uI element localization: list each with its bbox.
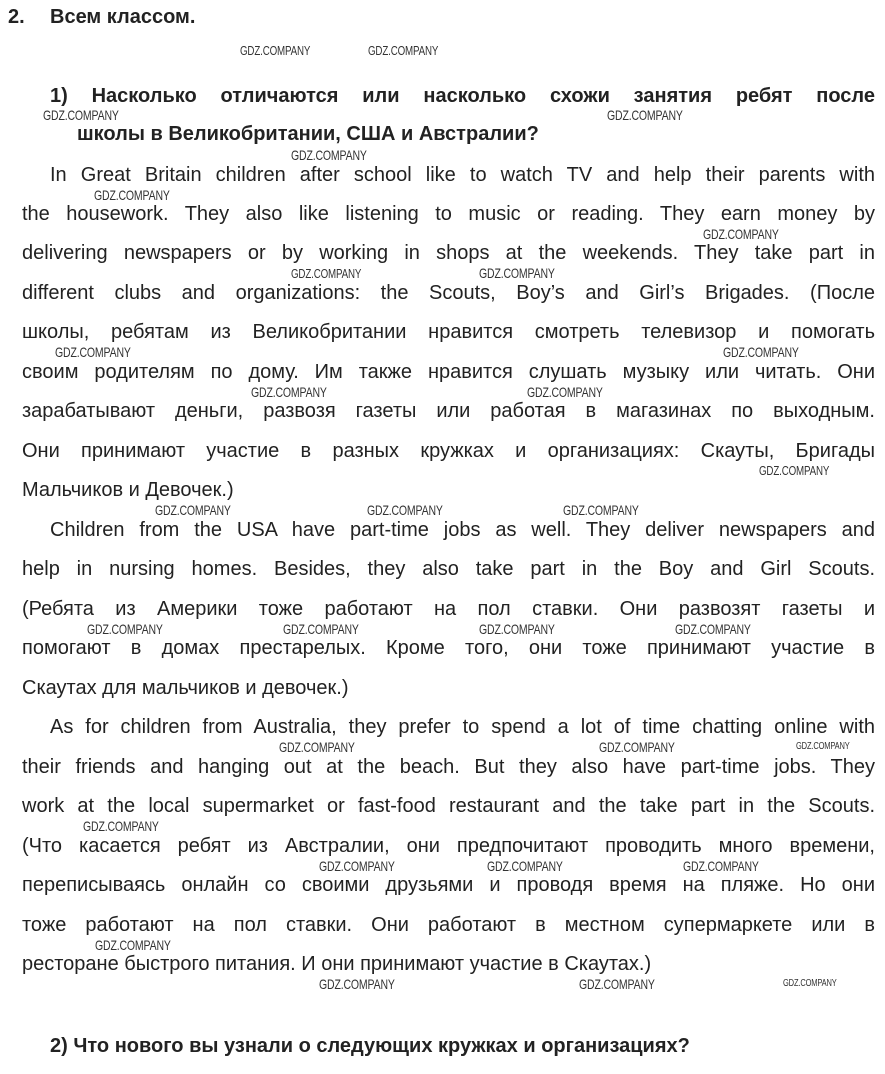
text-line: ресторане быстрого питания. И они принимают участие в Скаутах.)	[22, 953, 652, 975]
text-line: (Ребята из Америки тоже работают на пол ставки. Они развозят газеты и	[22, 598, 875, 620]
text-line: школы, ребятам из Великобритании нравится смотреть телевизор и помогать	[22, 321, 875, 343]
watermark: GDZ.COMPANY	[579, 976, 655, 992]
text-line: In Great Britain children after school like to watch TV and help their parents with	[50, 164, 875, 186]
watermark: GDZ.COMPANY	[479, 265, 555, 281]
watermark: GDZ.COMPANY	[95, 937, 171, 953]
question-1-line-2: школы в Великобритании, США и Австралии?	[77, 123, 539, 145]
watermark: GDZ.COMPANY	[55, 344, 131, 360]
text-line: Мальчиков и Девочек.)	[22, 479, 234, 501]
watermark: GDZ.COMPANY	[368, 43, 439, 58]
watermark: GDZ.COMPANY	[279, 739, 355, 755]
watermark: GDZ.COMPANY	[240, 43, 311, 58]
watermark: GDZ.COMPANY	[563, 502, 639, 518]
watermark: GDZ.COMPANY	[283, 621, 359, 637]
question-1-line-1: 1) Насколько отличаются или насколько схожи занятия ребят после	[50, 85, 875, 107]
text-line: As for children from Australia, they prefer to spend a lot of time chatting online with	[50, 716, 875, 738]
watermark: GDZ.COMPANY	[155, 502, 231, 518]
text-line: Скаутах для мальчиков и девочек.)	[22, 677, 349, 699]
text-line: Они принимают участие в разных кружках и организациях: Скауты, Бригады	[22, 440, 875, 462]
watermark: GDZ.COMPANY	[479, 621, 555, 637]
text-line: своим родителям по дому. Им также нравится слушать музыку или читать. Они	[22, 361, 875, 383]
text-line: the housework. They also like listening to music or reading. They earn money by	[22, 203, 875, 225]
watermark: GDZ.COMPANY	[599, 739, 675, 755]
section-number: 2.	[8, 6, 25, 28]
watermark: GDZ.COMPANY	[723, 344, 799, 360]
text-line: work at the local supermarket or fast-food restaurant and the take part in the Scouts.	[22, 795, 875, 817]
text-line: тоже работают на пол ставки. Они работают в местном супермаркете или в	[22, 914, 875, 936]
text-line: зарабатывают деньги, развозя газеты или работая в магазинах по выходным.	[22, 400, 875, 422]
text-line: Children from the USA have part-time jobs as well. They deliver newspapers and	[50, 519, 875, 541]
watermark: GDZ.COMPANY	[783, 978, 837, 989]
watermark: GDZ.COMPANY	[291, 147, 367, 163]
text-line: different clubs and organizations: the Scouts, Boy’s and Girl’s Brigades. (После	[22, 282, 875, 304]
watermark: GDZ.COMPANY	[683, 858, 759, 874]
text-line: help in nursing homes. Besides, they also take part in the Boy and Girl Scouts.	[22, 558, 875, 580]
watermark: GDZ.COMPANY	[703, 226, 779, 242]
watermark: GDZ.COMPANY	[43, 107, 119, 123]
section-heading	[8, 6, 195, 29]
watermark: GDZ.COMPANY	[607, 107, 683, 123]
watermark: GDZ.COMPANY	[87, 621, 163, 637]
watermark: GDZ.COMPANY	[83, 818, 159, 834]
text-line: переписываясь онлайн со своими друзьями и проводя время на пляже. Но они	[22, 874, 875, 896]
text-line: (Что касается ребят из Австралии, они предпочитают проводить много времени,	[22, 835, 875, 857]
section-title: Всем классом.	[50, 6, 196, 28]
watermark: GDZ.COMPANY	[319, 858, 395, 874]
watermark: GDZ.COMPANY	[487, 858, 563, 874]
watermark: GDZ.COMPANY	[675, 621, 751, 637]
watermark: GDZ.COMPANY	[759, 463, 830, 478]
watermark: GDZ.COMPANY	[291, 266, 362, 281]
watermark: GDZ.COMPANY	[527, 384, 603, 400]
watermark: GDZ.COMPANY	[367, 502, 443, 518]
watermark: GDZ.COMPANY	[94, 187, 170, 203]
watermark: GDZ.COMPANY	[319, 976, 395, 992]
question-2: 2) Что нового вы узнали о следующих кружках и организациях?	[50, 1035, 690, 1057]
text-line: помогают в домах престарелых. Кроме того, они тоже принимают участие в	[22, 637, 875, 659]
text-line: delivering newspapers or by working in shops at the weekends. They take part in	[22, 242, 875, 264]
watermark: GDZ.COMPANY	[251, 384, 327, 400]
text-line: their friends and hanging out at the beach. But they also have part-time jobs. They	[22, 756, 875, 778]
watermark: GDZ.COMPANY	[796, 741, 850, 752]
